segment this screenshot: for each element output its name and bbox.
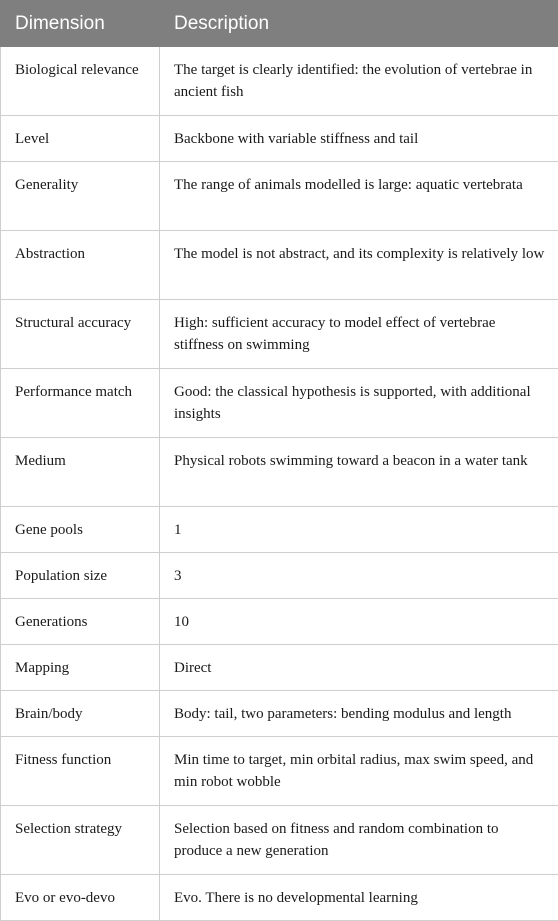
dimension-cell: Abstraction: [1, 231, 160, 300]
description-cell: The target is clearly identified: the evolution of vertebrae in ancient fish: [160, 47, 558, 116]
table-row: [1, 231, 558, 300]
description-cell: The range of animals modelled is large: aquatic vertebrata: [160, 162, 558, 231]
table-row: [1, 875, 558, 921]
description-cell: Physical robots swimming toward a beacon in a water tank: [160, 438, 558, 507]
dimension-cell: Fitness function: [1, 737, 160, 806]
description-cell: Evo. There is no developmental learning: [160, 875, 558, 921]
dimension-cell: Brain/body: [1, 691, 160, 737]
table-row: [1, 645, 558, 691]
table-header-row: [1, 1, 558, 47]
description-cell: High: sufficient accuracy to model effect of vertebrae stiffness on swimming: [160, 300, 558, 369]
description-cell: Body: tail, two parameters: bending modulus and length: [160, 691, 558, 737]
table-row: [1, 737, 558, 806]
description-cell: Selection based on fitness and random combination to produce a new generation: [160, 806, 558, 875]
table-row: [1, 300, 558, 369]
description-cell: 10: [160, 599, 558, 645]
description-cell: Good: the classical hypothesis is supported, with additional insights: [160, 369, 558, 438]
table-row: [1, 599, 558, 645]
table-row: [1, 116, 558, 162]
dimension-cell: Biological relevance: [1, 47, 160, 116]
dimension-cell: Selection strategy: [1, 806, 160, 875]
header-dimension: Dimension: [1, 1, 160, 47]
table-row: [1, 369, 558, 438]
table-row: [1, 47, 558, 116]
dimension-cell: Gene pools: [1, 507, 160, 553]
table-row: [1, 162, 558, 231]
dimension-cell: Evo or evo-devo: [1, 875, 160, 921]
dimension-cell: Generations: [1, 599, 160, 645]
table-row: [1, 806, 558, 875]
description-cell: 3: [160, 553, 558, 599]
table-row: [1, 438, 558, 507]
description-cell: Backbone with variable stiffness and tail: [160, 116, 558, 162]
dimension-cell: Performance match: [1, 369, 160, 438]
dimension-cell: Level: [1, 116, 160, 162]
dimension-cell: Generality: [1, 162, 160, 231]
description-cell: Min time to target, min orbital radius, max swim speed, and min robot wobble: [160, 737, 558, 806]
table-row: [1, 691, 558, 737]
dimension-cell: Medium: [1, 438, 160, 507]
description-cell: The model is not abstract, and its complexity is relatively low: [160, 231, 558, 300]
dimension-cell: Population size: [1, 553, 160, 599]
table-row: [1, 553, 558, 599]
dimension-cell: Mapping: [1, 645, 160, 691]
dimension-cell: Structural accuracy: [1, 300, 160, 369]
description-cell: 1: [160, 507, 558, 553]
description-cell: Direct: [160, 645, 558, 691]
header-description: Description: [160, 1, 558, 47]
table-row: [1, 507, 558, 553]
